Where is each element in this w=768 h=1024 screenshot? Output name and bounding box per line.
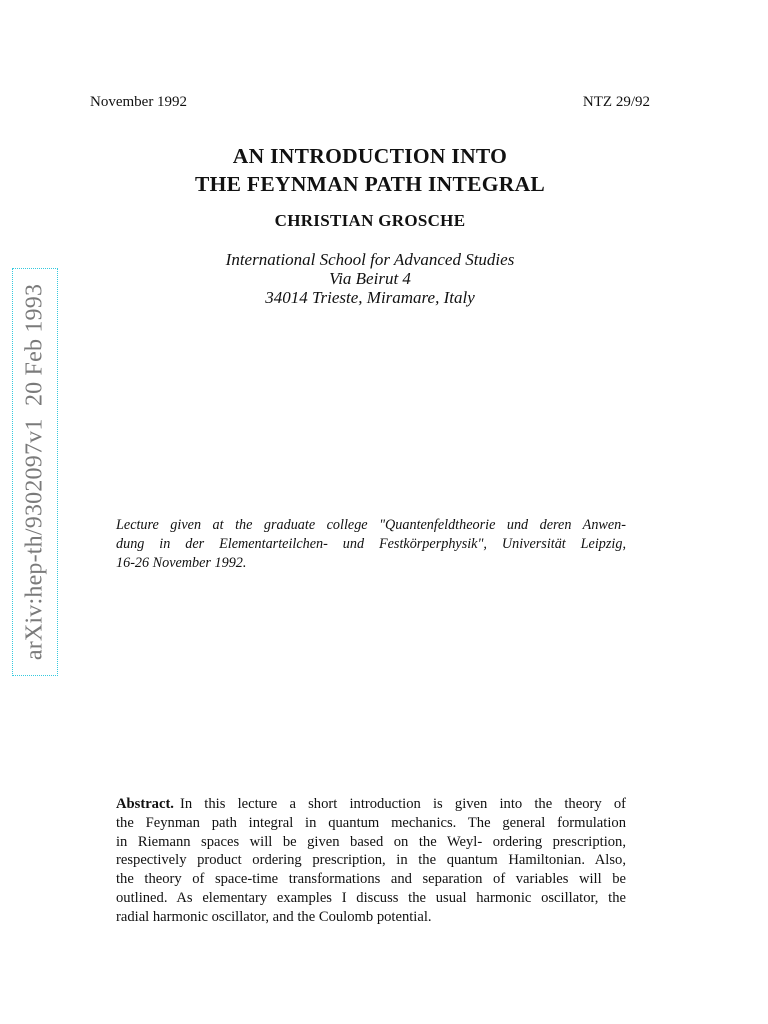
abstract-line: the theory of space-time transformations and separation of variables will be (116, 871, 626, 888)
abstract-line: outlined. As elementary examples I discuss the usual harmonic oscillator, the (116, 889, 626, 906)
arxiv-identifier: arXiv:hep-th/9302097v1 20 Feb 1993 (21, 283, 48, 661)
lecture-note (116, 516, 626, 573)
abstract-line: radial harmonic oscillator, and the Coulomb potential. (116, 908, 432, 925)
paper-title (0, 142, 740, 198)
date-header: November 1992 (90, 94, 188, 110)
report-number: NTZ 29/92 (582, 94, 650, 110)
abstract (116, 795, 626, 927)
lecture-note-line-2: dung in der Elementarteilchen- und Festkörperphysik", Universität Leipzig, (116, 536, 626, 552)
lecture-note-line-1: Lecture given at the graduate college "Quantenfeldtheorie und deren Anwen- (116, 517, 626, 533)
affiliation-line-1: International School for Advanced Studies (225, 250, 515, 269)
author-name: CHRISTIAN GROSCHE (274, 211, 466, 230)
affiliation-line-3: 34014 Trieste, Miramare, Italy (265, 288, 475, 307)
affiliation (0, 250, 740, 307)
abstract-line-text: In this lecture a short introduction is given into the theory of (179, 796, 626, 812)
title-line-2: THE FEYNMAN PATH INTEGRAL (194, 172, 546, 196)
abstract-line: the Feynman path integral in quantum mechanics. The general formulation (116, 814, 626, 831)
abstract-line: in Riemann spaces will be given based on the Weyl- ordering prescription, (116, 833, 626, 850)
abstract-label: Abstract. (116, 796, 174, 812)
abstract-line (116, 795, 626, 814)
title-line-1: AN INTRODUCTION INTO (232, 144, 508, 168)
lecture-note-line-3: 16-26 November 1992. (116, 555, 247, 571)
abstract-line: respectively product ordering prescription, in the quantum Hamiltonian. Also, (116, 852, 626, 869)
affiliation-line-2: Via Beirut 4 (329, 269, 411, 288)
